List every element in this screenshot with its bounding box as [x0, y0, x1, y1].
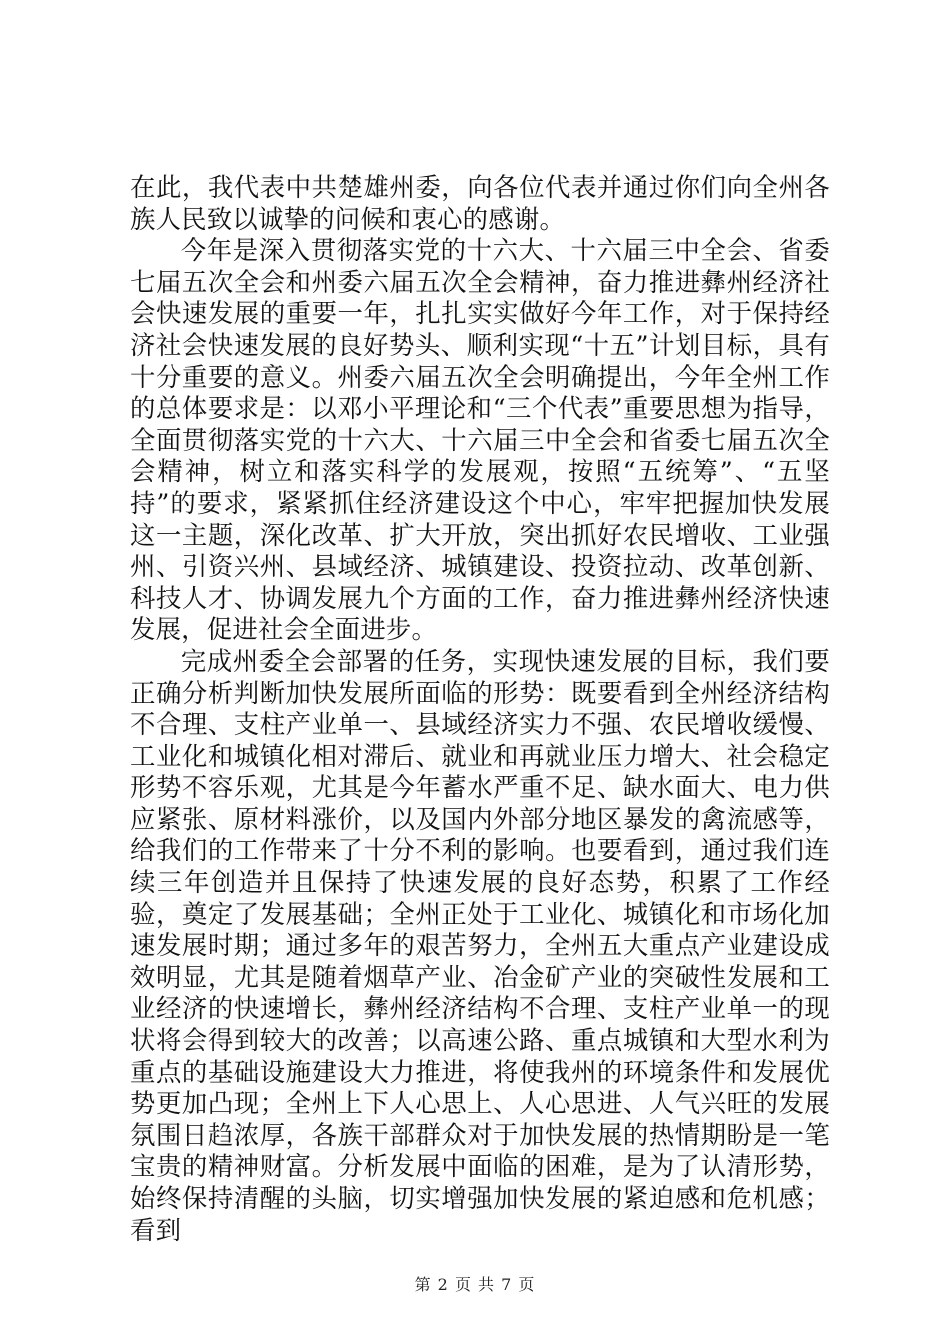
paragraph-3: 完成州委全会部署的任务，实现快速发展的目标，我们要正确分析判断加快发展所面临的形势：既要看到全州经济结构不合理、支柱产业单一、县域经济实力不强、农民增收缓慢、工业化和城镇化相对滞后、就业和再就业压力增大、社会稳定形势不容乐观，尤其是今年蓄水严重不足、缺水面大、电力供应紧张、原材料涨价，以及国内外部分地区暴发的禽流感等，给我们的工作带来了十分不利的影响。也要看到，通过我们连续三年创造并且保持了快速发展的良好态势，积累了工作经验，奠定了发展基础；全州正处于工业化、城镇化和市场化加速发展时期；通过多年的艰苦努力，全州五大重点产业建设成效明显，尤其是随着烟草产业、冶金矿产业的突破性发展和工业经济的快速增长，彝州经济结构不合理、支柱产业单一的现状将会得到较大的改善；以高速公路、重点城镇和大型水利为重点的基础设施建设大力推进，将使我州的环境条件和发展优势更加凸现；全州上下人心思上、人心思进、人气兴旺的发展氛围日趋浓厚，各族干部群众对于加快发展的热情期盼是一笔宝贵的精神财富。分析发展中面临的困难，是为了认清形势，始终保持清醒的头脑，切实增强加快发展的紧迫感和危机感；看到: [130, 645, 830, 1245]
document-body: [130, 172, 830, 1246]
paragraph-1: 在此，我代表中共楚雄州委，向各位代表并通过你们向全州各族人民致以诚挚的问候和衷心的感谢。: [130, 172, 830, 234]
paragraph-2: 今年是深入贯彻落实党的十六大、十六届三中全会、省委七届五次全会和州委六届五次全会精神，奋力推进彝州经济社会快速发展的重要一年，扎扎实实做好今年工作，对于保持经济社会快速发展的良好势头、顺利实现“十五”计划目标，具有十分重要的意义。州委六届五次全会明确提出，今年全州工作的总体要求是：以邓小平理论和“三个代表”重要思想为指导，全面贯彻落实党的十六大、十六届三中全会和省委七届五次全会精神，树立和落实科学的发展观，按照“五统筹”、“五坚持”的要求，紧紧抓住经济建设这个中心，牢牢把握加快发展这一主题，深化改革、扩大开放，突出抓好农民增收、工业强州、引资兴州、县域经济、城镇建设、投资拉动、改革创新、科技人才、协调发展九个方面的工作，奋力推进彝州经济快速发展，促进社会全面进步。: [130, 235, 830, 645]
page-number-footer: 第 2 页 共 7 页: [414, 1275, 536, 1294]
